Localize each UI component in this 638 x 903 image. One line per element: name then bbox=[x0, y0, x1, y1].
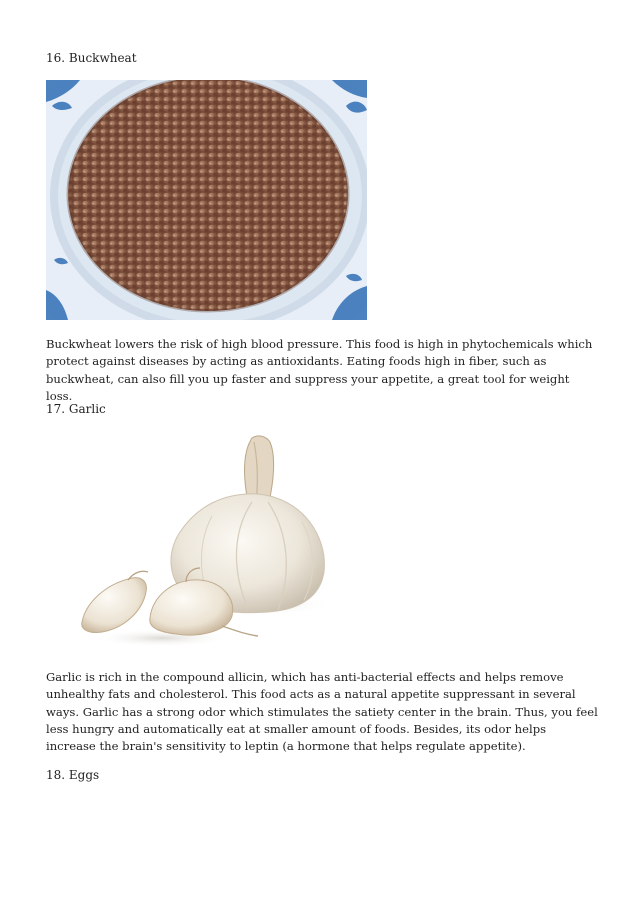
section-heading-buckwheat: 16. Buckwheat bbox=[46, 51, 137, 65]
section-heading-eggs: 18. Eggs bbox=[46, 768, 100, 782]
garlic-photo bbox=[72, 432, 332, 654]
paragraph-buckwheat: Buckwheat lowers the risk of high blood pressure. This food is high in phytochemicals which protect against diseases by acting as antioxidants. Eating foods high in fiber, such as buckwheat, can also fill you up faster and suppress your appetite, a great tool for weight loss. bbox=[46, 337, 593, 403]
section-heading-garlic: 17. Garlic bbox=[46, 402, 106, 416]
paragraph-garlic: Garlic is rich in the compound allicin, which has anti-bacterial effects and helps remove unhealthy fats and cholesterol. This food acts as a natural appetite suppressant in several ways. Garlic has a strong odor which stimulates the satiety center in the brain. Thus, you feel less hungry and automatically eat at smaller amount of foods. Besides, its odor helps increase the brain's sensitivity to leptin (a hormone that helps regulate appetite). bbox=[46, 670, 598, 754]
buckwheat-photo bbox=[46, 80, 367, 320]
